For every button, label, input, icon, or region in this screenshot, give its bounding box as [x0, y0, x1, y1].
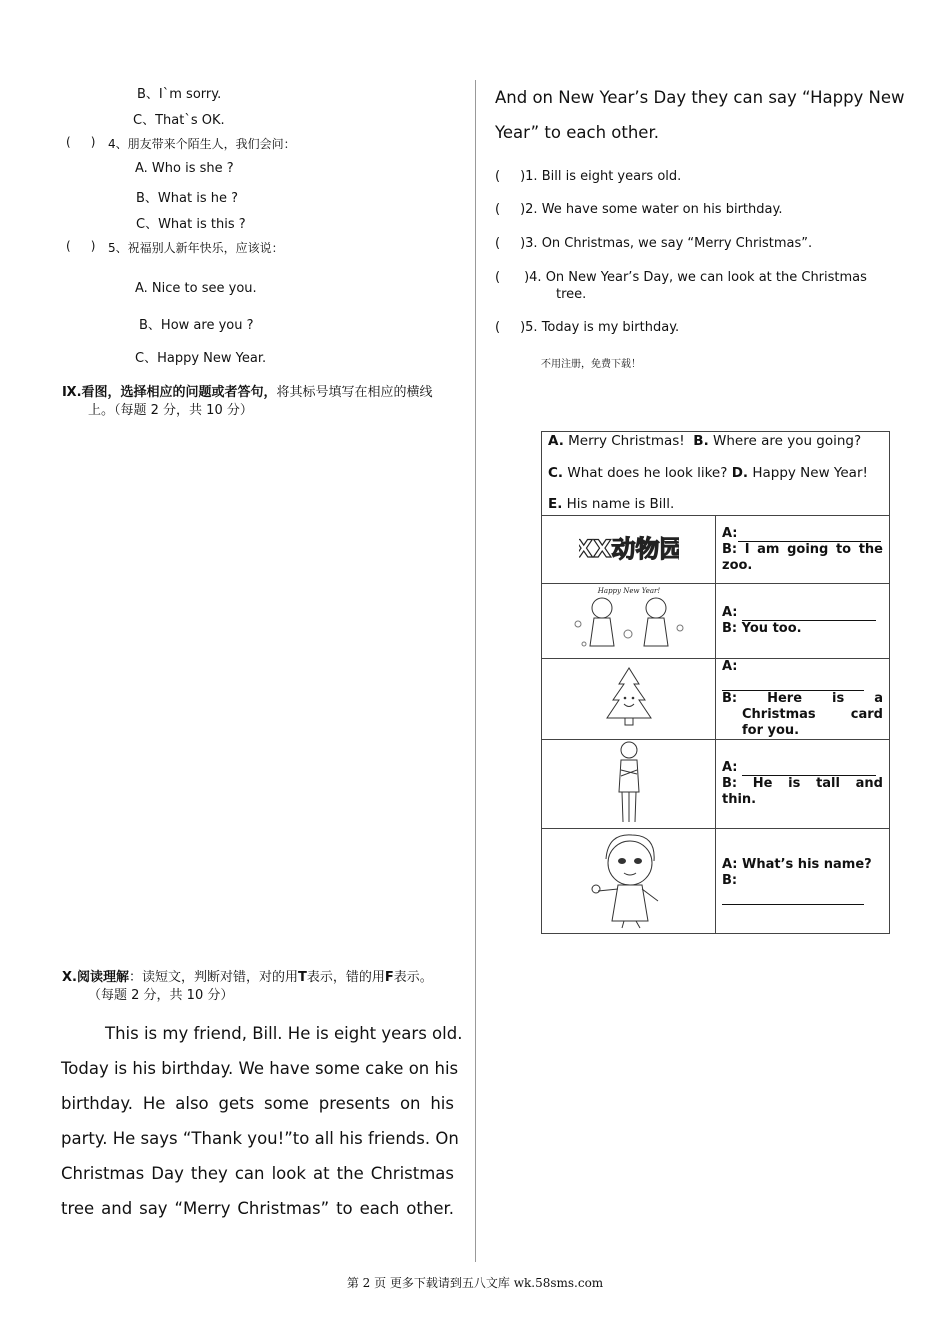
section-9-score: 上。（每题 2 分，共 10 分） [88, 403, 253, 418]
answer-cell-2 [716, 584, 890, 659]
free-download-note: 不用注册，免费下载！ [541, 359, 641, 370]
tf-item-4-cont: tree. [556, 287, 587, 302]
answer-b-line: B: You too. [722, 621, 802, 636]
svg-text:Happy New Year!: Happy New Year! [597, 587, 660, 595]
q5-question: 5、祝福别人新年快乐，应该说： [108, 241, 284, 255]
passage-line: This is my friend, Bill. He is eight years old. [105, 1024, 463, 1043]
answer-b-line: B: [722, 873, 738, 888]
tf-item-2: ( )2. We have some water on his birthday. [495, 202, 783, 217]
options-row: C. What does he look like? D. Happy New Year! [548, 464, 868, 481]
answer-b-line: B: I am going to the [722, 541, 883, 557]
blank-line[interactable] [738, 529, 881, 542]
picture-zoo-cell [542, 516, 716, 584]
christmas-tree-image [599, 664, 659, 730]
answer-a-line: A: [722, 605, 883, 621]
boy-with-microphone-image [584, 829, 674, 929]
tf-item-5: ( )5. Today is my birthday. [495, 320, 680, 335]
picture-boy-cell [542, 829, 716, 934]
answer-a-line: A: [722, 659, 738, 674]
options-box [542, 432, 890, 516]
blank-line[interactable] [742, 608, 876, 621]
q4-answer-paren: ( ) [66, 135, 96, 149]
passage-continued-line: Year” to each other. [495, 123, 659, 142]
q3-option-c: C、That`s OK. [133, 113, 225, 128]
answer-a-line: A: [722, 760, 883, 776]
answer-b-cont: thin. [722, 792, 757, 807]
page-footer: 第 2 页 更多下载请到五八文库 wk.58sms.com [346, 1276, 604, 1290]
answer-b-blank [722, 889, 883, 905]
passage-line: Today is his birthday. We have some cake on his [61, 1059, 459, 1078]
picture-new-year-cell [542, 584, 716, 659]
q4-question: 4、朋友带来个陌生人，我们会问： [108, 137, 296, 151]
q5-option-c: C、Happy New Year. [135, 351, 267, 366]
picture-match-table [541, 431, 890, 934]
column-divider [475, 80, 476, 1262]
answer-b-cont: zoo. [722, 557, 753, 573]
tf-item-4: ( )4. On New Year’s Day, we can look at the Christmas [495, 270, 867, 285]
answer-b-cont: Christmas card [742, 707, 883, 722]
q4-option-b: B、What is he ? [136, 191, 238, 206]
answer-a-line: A: What’s his name? [722, 857, 872, 872]
tf-item-1: ( )1. Bill is eight years old. [495, 169, 682, 184]
passage-line: birthday. He also gets some presents on his [61, 1094, 454, 1113]
q5-option-b: B、How are you ? [139, 318, 254, 333]
answer-cell-3 [716, 659, 890, 740]
answer-cell-1 [716, 516, 890, 584]
answer-b-line: B: Here is a [722, 691, 883, 706]
happy-new-year-image [564, 584, 694, 654]
q3-option-b: B、I`m sorry. [137, 87, 222, 102]
answer-a-blank [722, 675, 883, 691]
section-9-heading: Ⅸ.看图，选择相应的问题或者答句，将其标号填写在相应的横线 [62, 385, 433, 400]
blank-line[interactable] [722, 678, 864, 691]
passage-continued-line: And on New Year’s Day they can say “Happy New [495, 88, 905, 107]
options-row: A. Merry Christmas! B. Where are you going? [548, 433, 862, 449]
section-10-heading: X.阅读理解：读短文，判断对错，对的用T表示，错的用F表示。 [62, 970, 433, 985]
passage-line: Christmas Day they can look at the Christmas [61, 1164, 454, 1183]
answer-b-cont: for you. [742, 723, 800, 738]
answer-cell-5 [716, 829, 890, 934]
zoo-sign-image [579, 531, 679, 565]
q4-option-a: A. Who is she ? [135, 161, 234, 176]
reading-passage [61, 1016, 463, 1226]
blank-line[interactable] [722, 892, 864, 905]
q5-option-a: A. Nice to see you. [135, 281, 257, 296]
answer-b-line: B: He is tall and [722, 776, 883, 791]
tf-item-3: ( )3. On Christmas, we say “Merry Christmas”. [495, 236, 813, 251]
tall-thin-man-image [609, 740, 649, 824]
blank-line[interactable] [742, 763, 876, 776]
picture-tall-man-cell [542, 740, 716, 829]
q5-answer-paren: ( ) [66, 239, 96, 253]
picture-christmas-tree-cell [542, 659, 716, 740]
options-row: E. His name is Bill. [548, 496, 675, 512]
passage-line: party. He says “Thank you!”to all his friends. On [61, 1129, 459, 1148]
svg-text:XX动物园: XX动物园 [578, 534, 679, 563]
section-10-score: （每题 2 分，共 10 分） [88, 988, 234, 1003]
answer-cell-4 [716, 740, 890, 829]
q4-option-c: C、What is this ? [136, 217, 246, 232]
passage-line: tree and say “Merry Christmas” to each other. [61, 1199, 454, 1218]
answer-a-line: A: [722, 526, 883, 542]
